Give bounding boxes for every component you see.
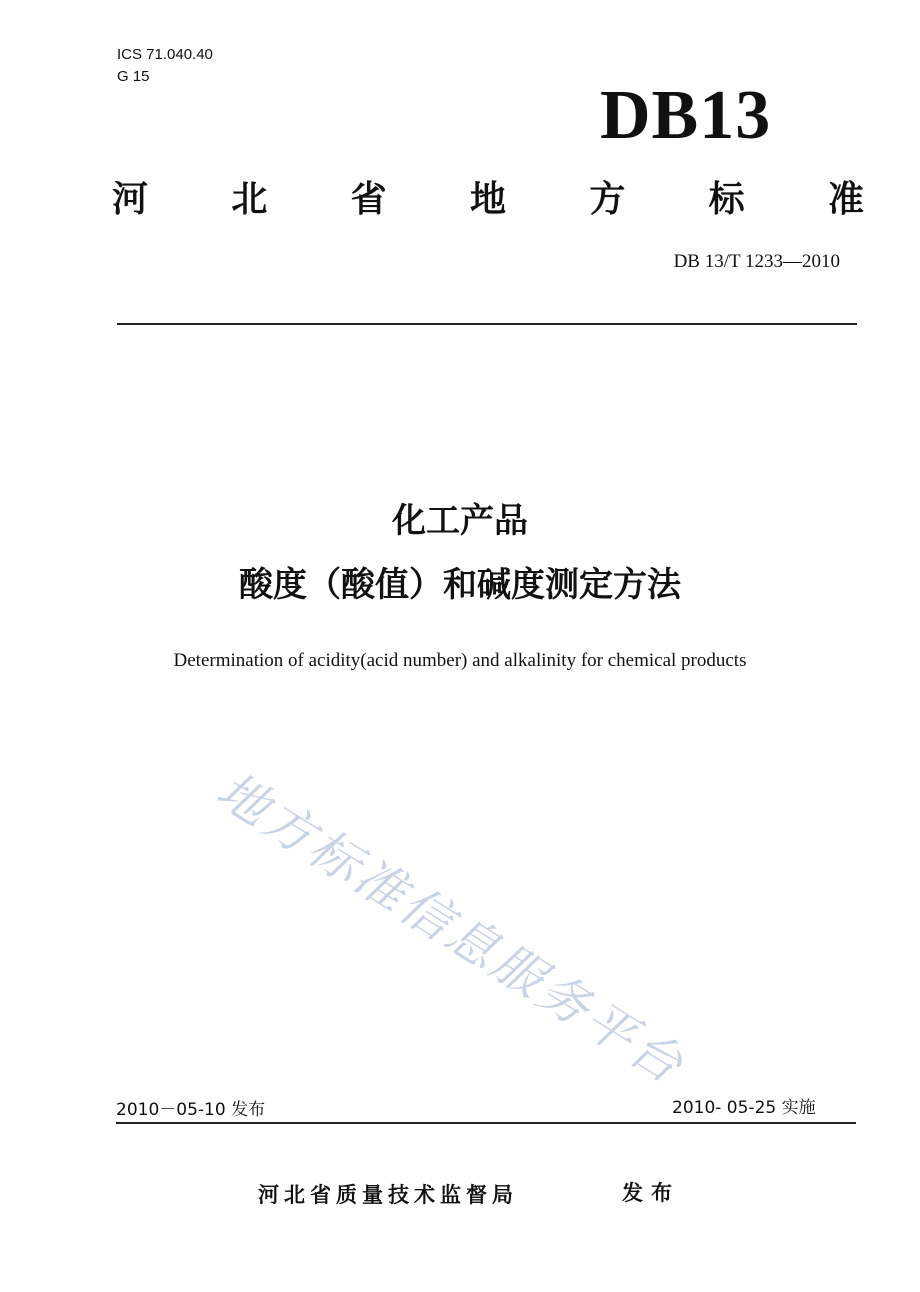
standard-type-char: 标 — [708, 179, 745, 220]
top-divider — [117, 323, 857, 325]
title-english: Determination of acidity(acid number) and alkalinity for chemical products — [173, 650, 747, 671]
standard-number: DB 13/T 1233—2010 — [673, 251, 840, 272]
bottom-divider — [116, 1122, 856, 1124]
title-line-2: 酸度（酸值）和碱度测定方法 — [239, 565, 681, 605]
watermark: 地方标准信息服务平台 — [206, 760, 696, 1097]
implementation-date: 2010- 05-25 实施 — [672, 1098, 816, 1118]
classification-codes — [117, 44, 213, 88]
db13-logo: DB13 — [600, 77, 772, 154]
issuing-action: 发布 — [622, 1181, 680, 1205]
ccs-code: G 15 — [117, 68, 150, 85]
standard-type-char: 地 — [469, 179, 506, 220]
ics-code: ICS 71.040.40 — [117, 46, 213, 63]
standard-type-char: 河 — [112, 179, 149, 220]
standard-type-char: 准 — [827, 179, 864, 220]
standard-type-char: 方 — [589, 179, 626, 220]
standard-type-char: 省 — [350, 179, 387, 220]
title-line-1: 化工产品 — [392, 501, 528, 541]
standard-type-heading — [112, 176, 864, 224]
issuing-authority: 河北省质量技术监督局 — [258, 1183, 518, 1207]
issue-date: 2010－05-10 发布 — [116, 1100, 266, 1120]
standard-type-char: 北 — [231, 179, 268, 220]
